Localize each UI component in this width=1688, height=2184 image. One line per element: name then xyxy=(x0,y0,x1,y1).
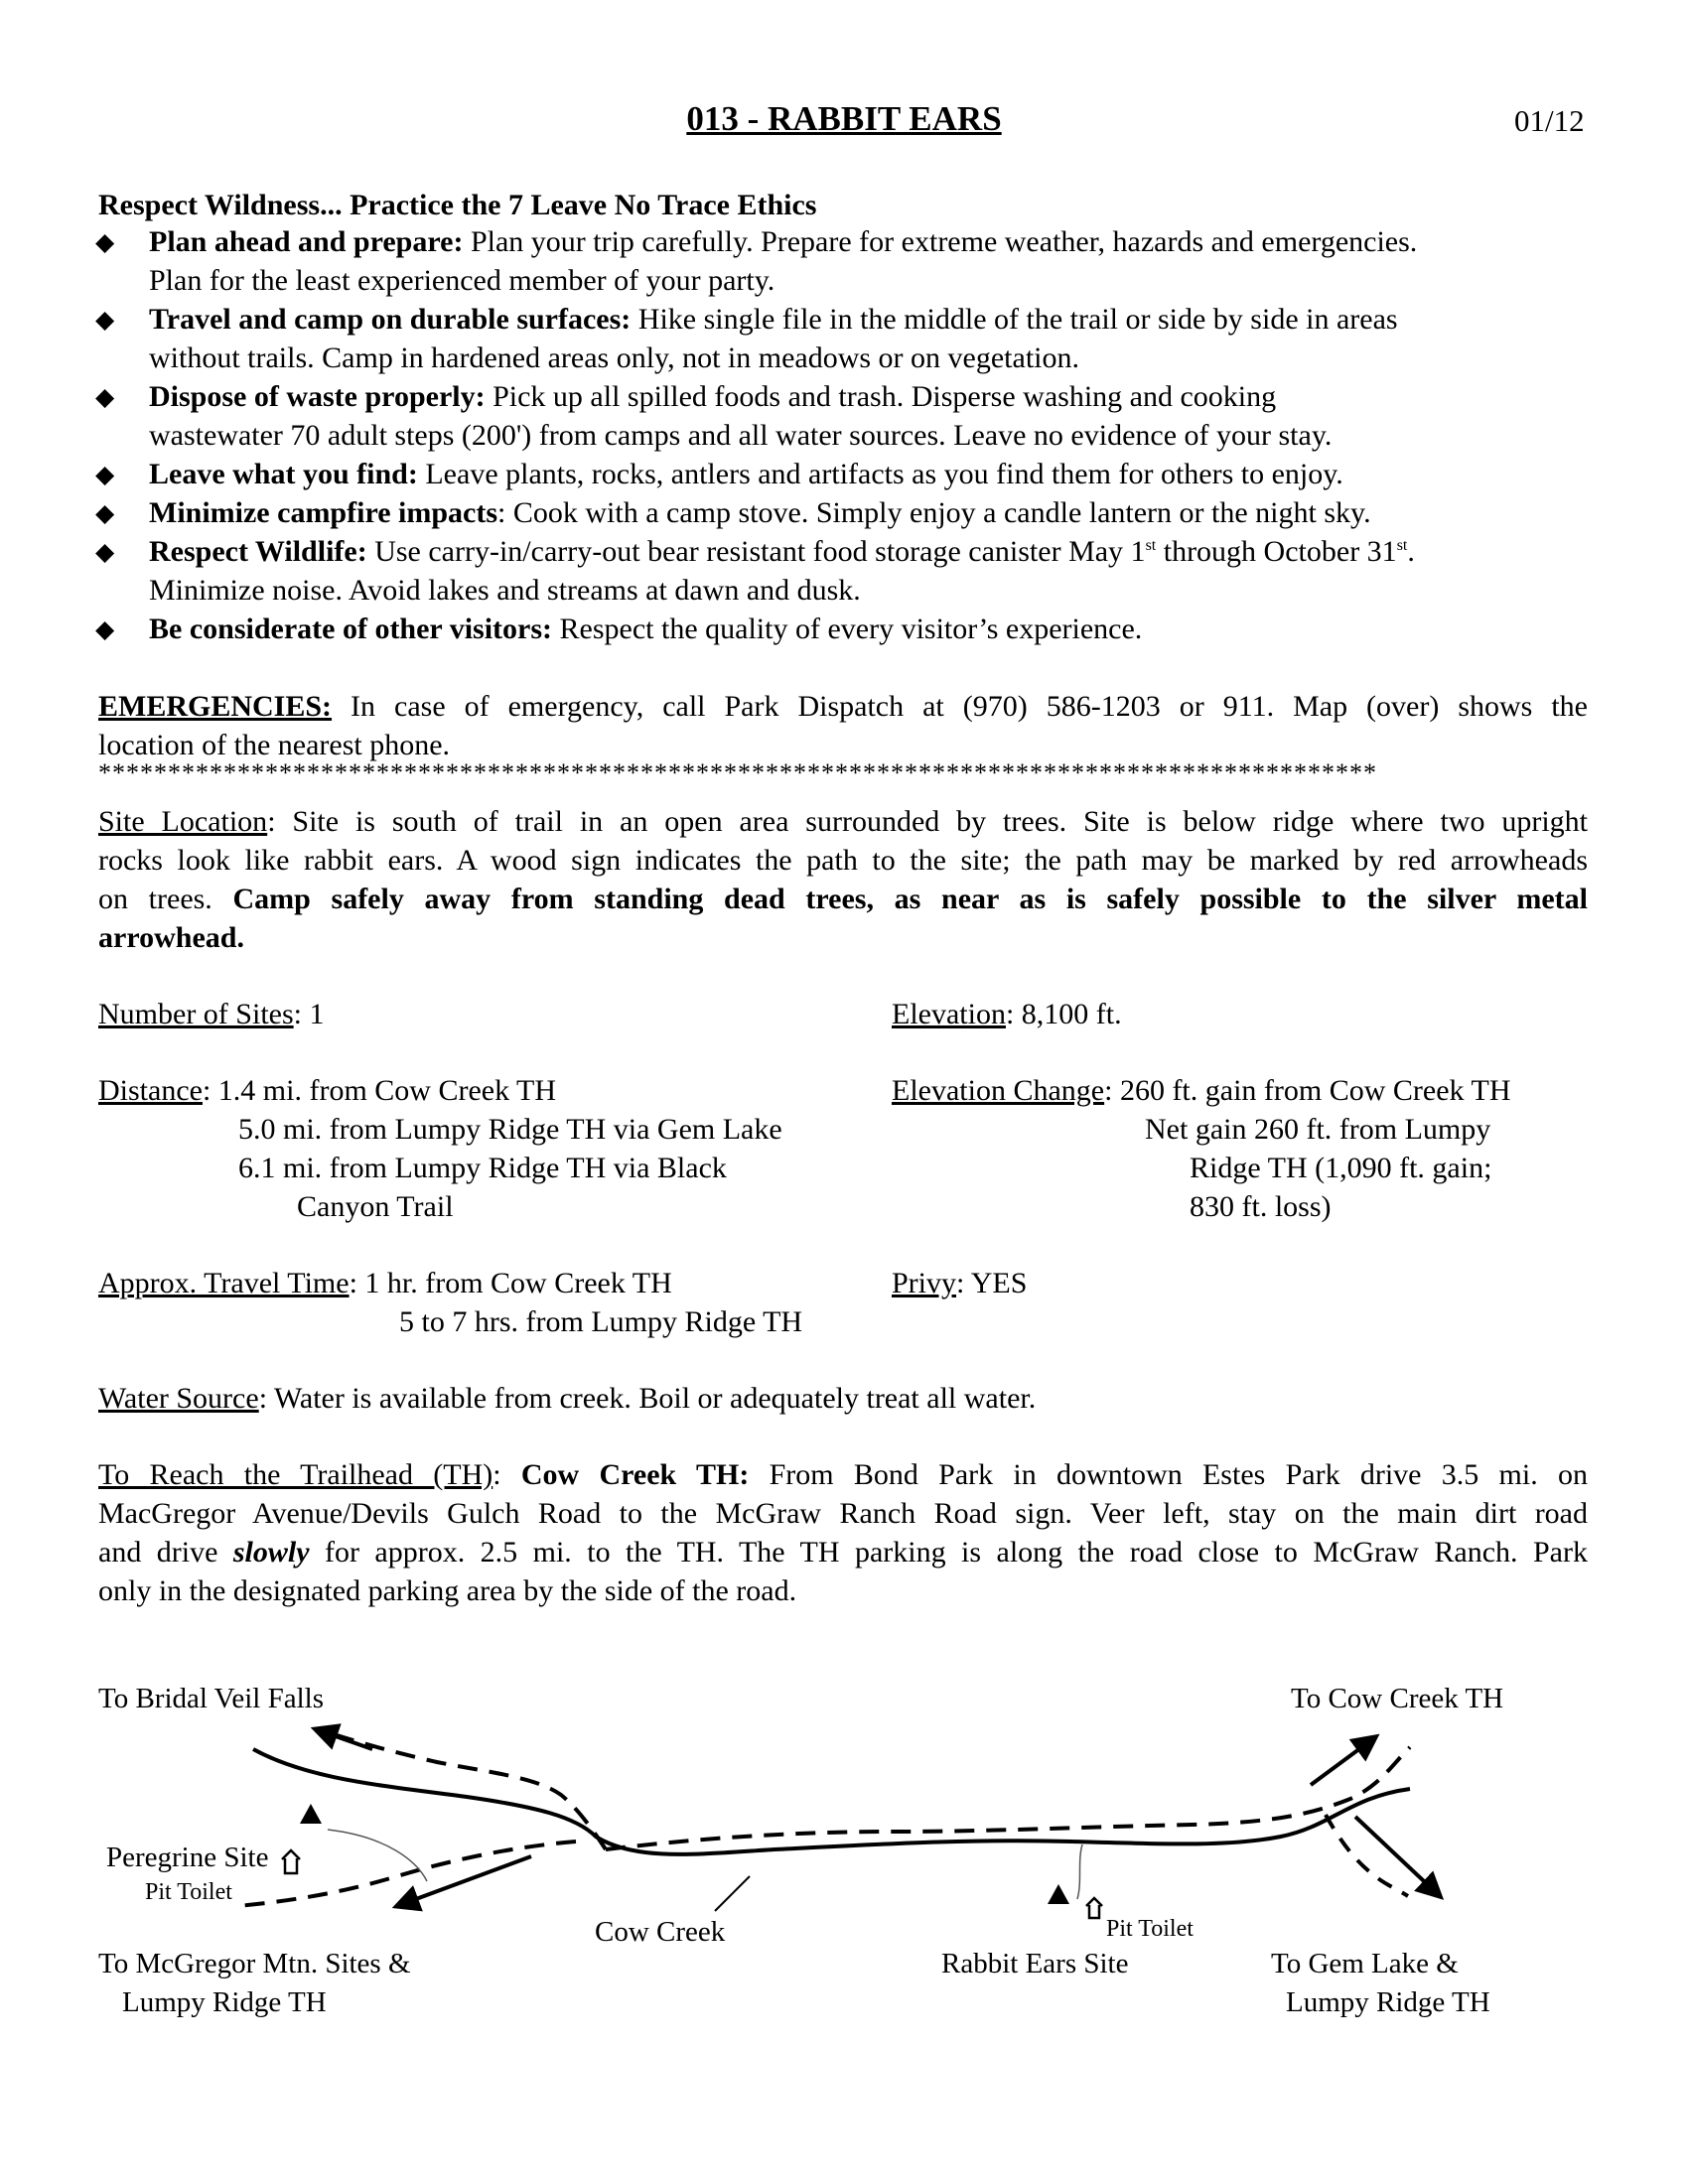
arrow-to-cow-creek-th xyxy=(1311,1737,1375,1785)
label-cow-creek: Cow Creek xyxy=(595,1916,726,1948)
elevation-change-line: 830 ft. loss) xyxy=(1190,1190,1332,1223)
label-pit-toilet: Pit Toilet xyxy=(145,1879,232,1905)
label-peregrine-site: Peregrine Site xyxy=(106,1842,269,1873)
label-to-cow-creek-th: To Cow Creek TH xyxy=(1291,1683,1504,1714)
label-to-bridal-veil: To Bridal Veil Falls xyxy=(98,1683,325,1714)
site-location-label: Site Location xyxy=(98,805,268,838)
diamond-bullet-icon: ◆ xyxy=(95,500,115,527)
diamond-bullet-icon: ◆ xyxy=(95,539,115,566)
label-to-mcgregor: To McGregor Mtn. Sites & xyxy=(98,1948,411,1979)
diamond-bullet-icon: ◆ xyxy=(95,462,115,488)
diamond-bullet-icon: ◆ xyxy=(95,229,115,256)
trailhead-directions: To Reach the Trailhead (TH): Cow Creek TH: From Bond Park in downtown Estes Park drive 3.5 mi. on MacGregor Avenue/Devils Gulch Road to the McGraw Ranch Road sign. Veer left, stay on the main dirt road and drive slowly for approx. 2.5 mi. to the TH. The TH parking is along the road close to McGraw Ranch. Park only in the designated parking area by the side of the road. xyxy=(98,1458,1588,1607)
travel-time-line: 5 to 7 hrs. from Lumpy Ridge TH xyxy=(399,1305,803,1338)
rabbit-ears-leader xyxy=(1077,1844,1082,1899)
ethics-item: ◆ Minimize campfire impacts: Cook with a camp stove. Simply enjoy a candle lantern or the night sky. xyxy=(95,493,1595,532)
pit-toilet-icon xyxy=(282,1850,300,1873)
distance-line: 6.1 mi. from Lumpy Ridge TH via Black xyxy=(238,1152,727,1184)
label-to-gem-lake: Lumpy Ridge TH xyxy=(1286,1986,1490,2018)
ethics-heading: Respect Wildness... Practice the 7 Leave No Trace Ethics xyxy=(98,189,817,221)
page-title: 013 - RABBIT EARS xyxy=(686,99,1002,138)
arrow-to-mcgregor xyxy=(397,1856,531,1906)
distance-line: Canyon Trail xyxy=(297,1190,454,1223)
ethics-item: ◆ Respect Wildlife: Use carry-in/carry-out bear resistant food storage canister May 1st through October 31st. Minimize noise. Avoid lakes and streams at dawn and dusk. xyxy=(95,535,1415,607)
arrow-to-bridal-veil xyxy=(316,1729,372,1749)
site-location-section: Site Location: Site is south of trail in an open area surrounded by trees. Site is below ridge where two upright rocks look like rabbit ears. A wood sign indicates the path to the site; the path may be marked by red arrowheads on trees. Camp safely away from standing dead trees, as near as is safely possible to the silver metal arrowhead. xyxy=(98,805,1588,954)
ethics-item: ◆ Travel and camp on durable surfaces: Hike single file in the middle of the trail or side by side in areas without trails. Camp in hardened areas only, not in meadows or on vegetation. xyxy=(95,303,1398,374)
label-pit-toilet: Pit Toilet xyxy=(1106,1916,1194,1942)
ethics-item: ◆ Leave what you find: Leave plants, rocks, antlers and artifacts as you find them for others to enjoy. xyxy=(95,455,1595,493)
label-rabbit-ears-site: Rabbit Ears Site xyxy=(941,1948,1129,1979)
diamond-bullet-icon: ◆ xyxy=(95,384,115,411)
travel-time: Approx. Travel Time: 1 hr. from Cow Creek TH xyxy=(98,1267,672,1299)
elevation: Elevation: 8,100 ft. xyxy=(892,998,1122,1030)
diamond-bullet-icon: ◆ xyxy=(95,616,115,643)
arrow-to-gem-lake xyxy=(1355,1817,1440,1896)
separator-line: ******************************************************************************************** xyxy=(98,758,1377,787)
distance: Distance: 1.4 mi. from Cow Creek TH xyxy=(98,1074,557,1107)
diamond-bullet-icon: ◆ xyxy=(95,307,115,334)
pit-toilet-icon xyxy=(1086,1898,1102,1918)
emergencies-label: EMERGENCIES: xyxy=(98,690,333,723)
label-to-mcgregor: Lumpy Ridge TH xyxy=(122,1986,327,2018)
privy: Privy: YES xyxy=(892,1267,1028,1299)
ethics-item: ◆ Be considerate of other visitors: Respect the quality of every visitor’s experience. xyxy=(95,610,1595,648)
creek-line xyxy=(253,1749,1410,1854)
label-to-gem-lake: To Gem Lake & xyxy=(1271,1948,1459,1979)
ethics-item: ◆ Plan ahead and prepare: Plan your trip carefully. Prepare for extreme weather, hazards and emergencies. Plan for the least experienced member of your party. xyxy=(95,225,1418,297)
number-of-sites: Number of Sites: 1 xyxy=(98,998,325,1030)
distance-line: 5.0 mi. from Lumpy Ridge TH via Gem Lake xyxy=(238,1113,782,1146)
elevation-change-line: Ridge TH (1,090 ft. gain; xyxy=(1190,1152,1492,1184)
cow-creek-leader xyxy=(715,1876,750,1911)
elevation-change: Elevation Change: 260 ft. gain from Cow Creek TH xyxy=(892,1074,1511,1107)
rabbit-ears-site-icon xyxy=(1048,1884,1069,1904)
elevation-change-line: Net gain 260 ft. from Lumpy xyxy=(1145,1113,1491,1146)
revision-date: 01/12 xyxy=(1514,103,1585,138)
peregrine-site-icon xyxy=(300,1804,322,1824)
ethics-item: ◆ Dispose of waste properly: Pick up all spilled foods and trash. Disperse washing and cooking wastewater 70 adult steps (200') from camps and all water sources. Leave no evidence of your stay. xyxy=(95,380,1333,452)
water-source: Water Source: Water is available from creek. Boil or adequately treat all water. xyxy=(98,1382,1037,1415)
trailhead-label: To Reach the Trailhead (TH) xyxy=(98,1458,493,1491)
emergencies-section: EMERGENCIES: In case of emergency, call Park Dispatch at (970) 586-1203 or 911. Map (over) shows the location of the nearest phone. xyxy=(98,690,1588,761)
